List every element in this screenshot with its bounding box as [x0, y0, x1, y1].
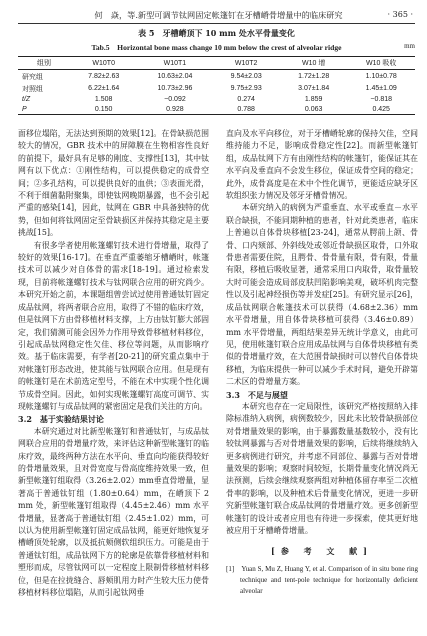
running-title: 何 焱，等.新型可调节钛网固定帐篷钉在牙槽嵴骨增量中的临床研究	[94, 10, 343, 20]
table-row	[18, 105, 415, 115]
paragraph: 直向及水平向移位，对于牙槽嵴轮廓的保持欠佳，空间维持能力不足，影响成骨稳定性[22]。而新型帐篷钉组，成品钛网下方有由刚性结构的帐篷钉，能保证其在水平向及垂直向不会发生移位，保证成骨空间的稳定；此外，成骨高度是在术中个性化调节，更能适应缺牙区软组织张力情况及邻牙牙槽骨情况。	[226, 129, 418, 201]
table-header-row	[18, 57, 415, 70]
paragraph: 面移位塌陷，无法达到预期的效果[12]。在骨缺损范围较大的情况，GBR 技术中的屏障膜在生物相容性良好的前提下，最好具有足够的刚度、支撑性[13]，其中钛网有以下优点：①刚性结构，可以提供稳定的成骨空间；②多孔结构，可以提供良好的血供；③表面光滑，不利于细菌黏附聚集，即使钛网晚期暴露，也不会引起严重的感染[14]，因此，钛网在 GBR 中具备独特的优势，但如何将钛网固定至骨缺损区并保持其稳定是主要挑战[15]。	[18, 129, 209, 238]
reference-item: [1] Yuan S, Mu Z, Huang Y, et al. Comparison of in situ bone ring technique and tent-pole technique for horizontally deficient alveolar	[226, 564, 418, 595]
table-cell: 0.063	[304, 105, 323, 113]
table-header-cell: W10T1	[163, 59, 187, 67]
table-unit: mm	[404, 42, 415, 50]
table-cell: 7.82±2.63	[88, 73, 120, 81]
table-cell: −0.092	[164, 96, 186, 104]
table-caption-en	[18, 42, 415, 53]
table-caption-cn: 表 5 牙槽嵴顶下 10 mm 处水平骨量变化	[138, 28, 295, 38]
running-header	[24, 8, 413, 24]
table-cell: 1.859	[304, 96, 323, 104]
table-cell: 1.10±0.78	[365, 73, 397, 81]
table-5	[18, 28, 415, 115]
table-cell: 3.07±1.84	[298, 85, 330, 93]
table-header-cell: W10 增	[302, 60, 326, 68]
table-row	[18, 83, 415, 95]
paragraph: 本研究通过对比新型帐篷钉和普通钛钉，与成品钛网联合应用的骨增量疗效，来评估这种新型帐篷钉的临床疗效，最终两种方法在水平向、垂直向均能获得较好的骨增量效果，且对骨宽度与骨高度维持效果一致，但新型帐篷钉组取得（3.26±2.02）mm垂直骨增量，显著高于普通钛钉组（1.80±0.64）mm，在嵴顶下 2 mm 处，新型帐篷钉组取得（4.45±2.46）mm 水平骨增量，显著高于普通钛钉组（2.45±1.02）mm，可以认为使用新型帐篷钉固定成品钛网，能更好地恢复牙槽嵴顶处轮廓，以及抵抗颊侧软组织压力。可能是由于普通钛钉组，成品钛网下方的轮廓是依靠骨移植材料和塑形而成，尽管钛网可以一定程度上限制骨移植材料移位，但是在拉拢缝合、唇颊肌用力时产生较大压力使骨移植材料移位塌陷，从而引起钛网垂	[18, 426, 209, 598]
table-header-cell: 组别	[36, 60, 51, 68]
bone-mass-table	[18, 56, 415, 115]
table-cell: 1.45±1.09	[365, 85, 397, 93]
section-heading: 3.3 不足与展望	[226, 389, 288, 400]
table-caption-en-text: Tab.5 Horizontal bone mass change 10 mm below the crest of alveolar ridge	[91, 43, 342, 52]
table-header-cell: W10T0	[92, 59, 115, 67]
table-cell: 研究组	[22, 73, 43, 81]
table-cell: −0.818	[370, 96, 393, 104]
left-column	[18, 128, 209, 599]
page-number: · 365 ·	[387, 10, 413, 19]
table-cell: P	[22, 105, 27, 113]
table-cell: 0.150	[94, 105, 113, 113]
paragraph: 有很多学者使用帐篷螺钉技术进行骨增量，取得了较好的效果[16-17]。在垂直严重萎缩牙槽嵴时，帐篷技术可以减少对自体骨的需求[18-19]。通过检索发现，目前将帐篷螺钉技术与钛网联合应用的研究尚少。本研究开始之前，本课题组曾尝试过使用普通钛钉固定成品钛网，将两者联合应用，取得了不错的临床疗效，但是钛网下方由骨移植材料支撑，上方由钛钉膨大部固定，我们猜测可能会因外力作用导致骨移植材料移位，引起成品钛网稳定性欠佳、移位等问题，从而影响疗效。基于临床需要，有学者[20-21]的研究重点集中于对帐篷钉形态改进，使其能与钛网联合应用。但是现有的帐篷钉是在术前选定型号，不能在术中实现个性化调节成骨空间。因此，如何实现帐篷螺钉高度可调节、实现帐篷螺钉与成品钛网的紧密固定是我们关注的方向。	[18, 240, 209, 411]
table-cell: 0.274	[237, 96, 255, 104]
table-row	[18, 95, 415, 104]
table-cell: 对照组	[22, 85, 43, 93]
section-heading: 3.2 基于实验结果讨论	[18, 414, 104, 425]
table-cell: t/Z	[22, 96, 31, 104]
references-title: [参 考 文 献]	[271, 546, 373, 557]
header-rule	[18, 23, 415, 24]
table-cell: 0.425	[372, 105, 390, 113]
table-header-cell: W10 吸收	[366, 60, 397, 68]
table-header-cell: W10T2	[234, 59, 258, 67]
table-cell: 10.63±2.04	[157, 73, 193, 81]
table-cell: 1.72±1.28	[298, 73, 330, 81]
paragraph: 本研究纳入的病例为严重垂直、水平或垂直－水平联合缺损，不能同期种植的患者，针对此类患者，临床上普遍以自体骨块移植[23-24]，通常从腭前上颌、骨骨、口内颏部、外斜线处或邻近骨缺损区取骨，口外取骨患者需要住院，且腭骨、骨骨量有限，骨有限，骨量有限，移植后吸收显著，通常采用口内取骨，取骨量较大时可能会造成局部皮肤凹陷影响美观，破坏机肉完整性以及引起神经损伤等并发症[25]。有研究显示[26]，成品钛网联合帐篷技术可以获得（4.68±2.36）mm 水平骨增量，用自体骨块移植可获得（3.46±0.89）mm 水平骨增量，两组结果差异无统计学意义，由此可见，使用帐篷钉联合应用成品钛网与自体骨块移植有类似的骨增量疗效，在大范围骨缺损时可以替代自体骨块移植，为临床提供一种可以减少手术时间，避免开辟第二术区的骨增量方案。	[226, 203, 418, 387]
table-cell: 1.508	[94, 96, 113, 104]
table-cell: 0.788	[237, 105, 255, 113]
table-cell: 0.928	[166, 105, 184, 113]
table-cell: 9.75±2.93	[230, 85, 262, 93]
table-cell: 6.22±1.64	[88, 85, 120, 93]
right-column	[226, 128, 418, 597]
paragraph: 本研究也存在一定局限性，该研究严格按照纳入排除标准纳入病例，病例数较少，因此未比较骨缺损部位对骨增量效果的影响，由于暴露数量基数较小，没有比较钛网暴露与否对骨增量效果的影响，后续将继续纳入更多病例进行研究，并考虑不同部位、暴露与否对骨增量效果的影响；观察时间较短，长期骨量变化情况尚无法预测，后续会继续观察两组对种植体留存率至二次植骨率的影响，以及种植术后骨量变化情况，更进一步研究新型帐篷钉联合成品钛网的骨增量疗效。更多创新型帐篷钉的设计或者应用也有待进一步探索，使其更好地被应用于牙槽嵴骨增量。	[226, 401, 418, 535]
table-cell: 10.73±2.96	[157, 85, 193, 93]
table-cell: 9.54±2.03	[230, 73, 262, 81]
table-row	[18, 70, 415, 83]
